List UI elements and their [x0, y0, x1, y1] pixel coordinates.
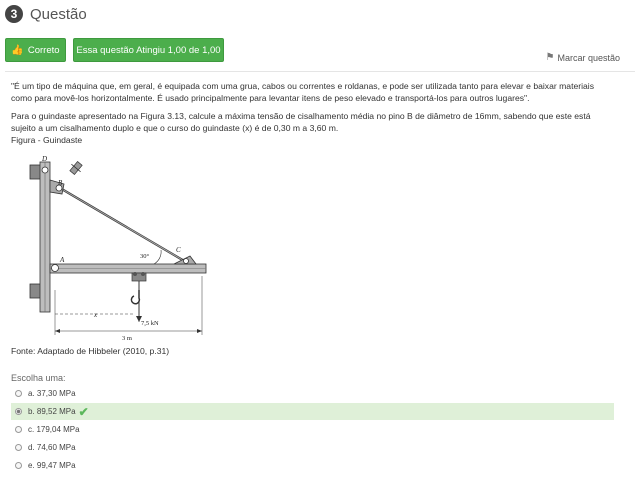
answer-option[interactable]	[11, 439, 614, 456]
answer-option-label: c. 179,04 MPa	[28, 425, 80, 434]
answer-option[interactable]	[11, 403, 614, 420]
answer-option-label: e. 99,47 MPa	[28, 461, 76, 470]
label-a: A	[60, 256, 65, 264]
answer-radio[interactable]	[15, 390, 22, 397]
header-divider	[5, 71, 635, 72]
angle-arc	[154, 250, 161, 264]
label-d: D	[42, 155, 48, 163]
answer-radio[interactable]	[15, 444, 22, 451]
pin-d	[42, 167, 48, 173]
correct-status-badge	[5, 38, 66, 62]
answer-radio[interactable]	[15, 426, 22, 433]
answer-option-label: d. 74,60 MPa	[28, 443, 76, 452]
figure-source: Fonte: Adaptado de Hibbeler (2010, p.31)	[11, 346, 170, 356]
mark-question-link[interactable]	[546, 52, 621, 63]
pin-a	[52, 265, 59, 272]
pin-c	[184, 259, 189, 264]
question-paragraph-2: Para o guindaste apresentado na Figura 3.13, calcule a máxima tensão de cisalhamento média no pino B de diâmetro de 16mm, sabendo que este está sujeito a um cisalhamento duplo e que o curso do guindaste (x) é de 0,30 m a 3,60 m.	[11, 111, 591, 133]
answer-option-label: b. 89,52 MPa	[28, 407, 76, 416]
question-header	[5, 4, 87, 24]
label-length: 3 m	[122, 335, 132, 342]
label-c: C	[176, 246, 181, 254]
score-badge: Essa questão Atingiu 1,00 de 1,00	[73, 38, 224, 62]
answer-option-label: a. 37,30 MPa	[28, 389, 76, 398]
label-x: x	[94, 311, 98, 319]
correct-label: Correto	[27, 44, 60, 56]
answer-prompt: Escolha uma:	[11, 373, 66, 383]
mark-question-label: Marcar questão	[557, 52, 620, 63]
answer-option[interactable]	[11, 457, 614, 474]
question-paragraph-1: "É um tipo de máquina que, em geral, é equipada com uma grua, cabos ou correntes e roldanas, e pode ser utilizada tanto para elevar e baixar materiais como para movê-los horizontalmente. É usado principalmente para levantar itens de peso elevado e transportá-los para outros lugares".	[11, 81, 594, 103]
thumbs-up-icon: 👍	[11, 44, 24, 56]
question-text	[11, 80, 611, 146]
question-title: Questão	[30, 5, 87, 23]
answer-radio[interactable]	[15, 462, 22, 469]
answer-radio[interactable]	[15, 408, 22, 415]
label-b: B	[58, 179, 63, 187]
flag-icon: ⚑	[545, 52, 555, 63]
label-load: 7,5 kN	[141, 320, 159, 327]
answer-option[interactable]	[11, 385, 614, 402]
answer-option[interactable]	[11, 421, 614, 438]
pin-b-detail	[68, 160, 85, 177]
label-angle: 30°	[140, 253, 150, 260]
figure-label: Figura - Guindaste	[11, 135, 83, 145]
question-number-badge: 3	[5, 5, 23, 23]
hook	[131, 290, 139, 304]
crane-figure	[14, 150, 214, 342]
check-icon: ✔	[78, 404, 89, 419]
